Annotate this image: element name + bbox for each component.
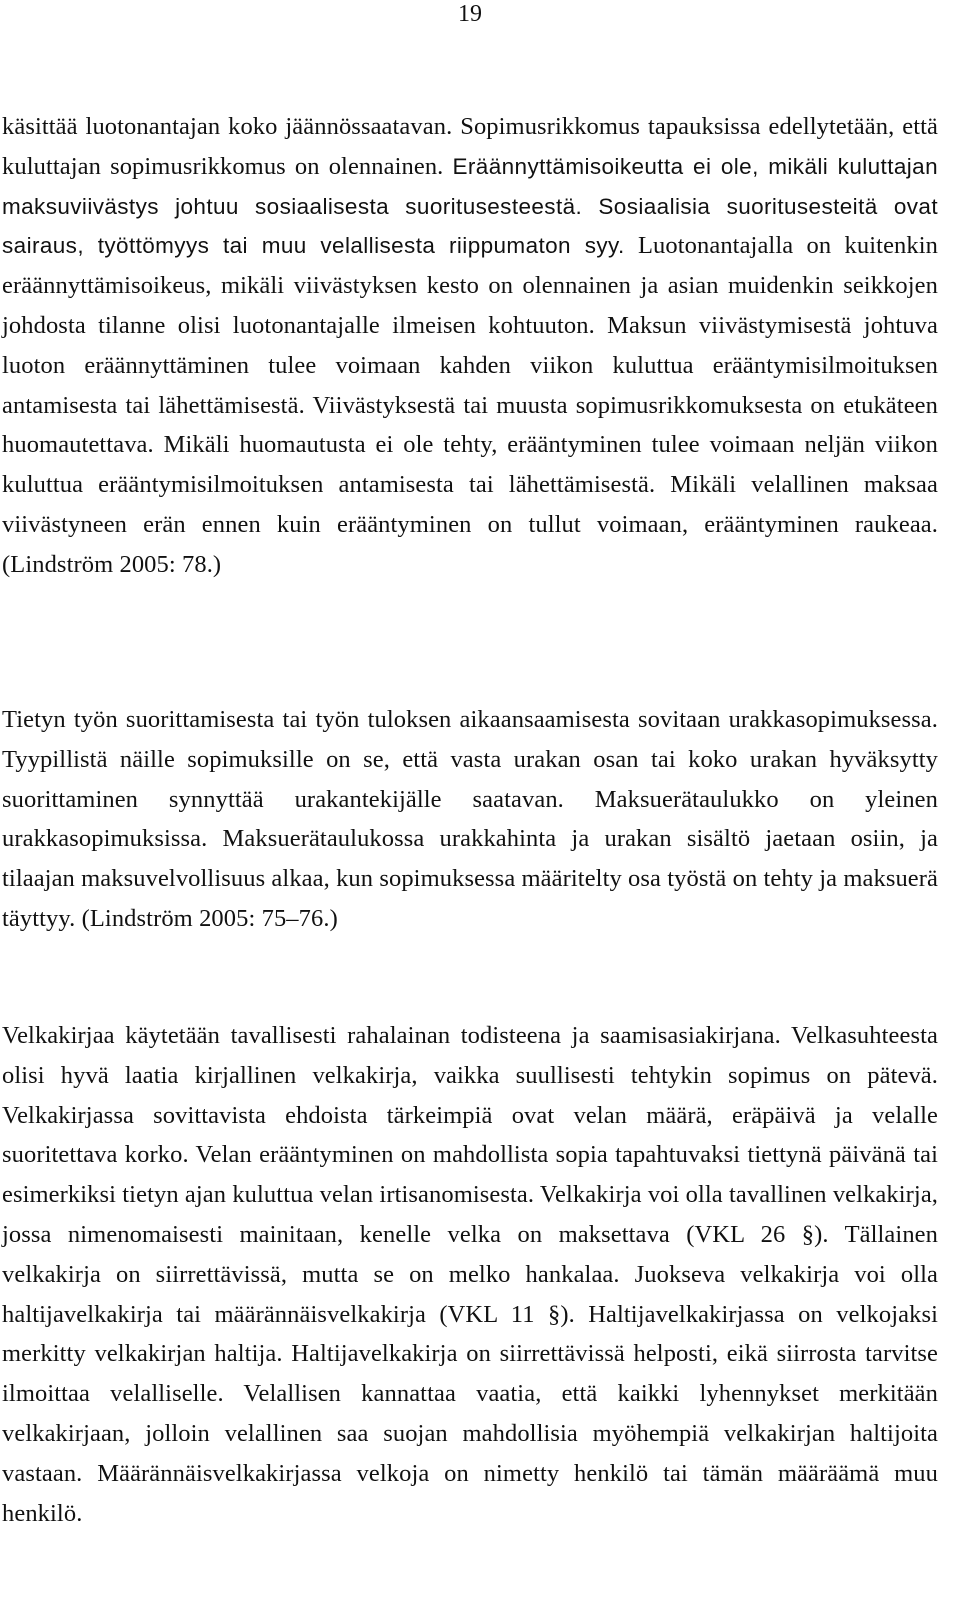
paragraph-segment-sans: Eräännyttämisoikeutta ei ole, mikäli kuluttajan maksuviivästys johtuu sosiaalisesta suoritusesteestä. Sosiaalisia suoritusesteitä ovat sairaus, työttömyys tai muu velallisesta riippumaton syy. (2, 153, 938, 259)
paragraph-segment: Luotonantajalla on kuitenkin eräännyttämisoikeus, mikäli viivästyksen kesto on olennainen ja asian muidenkin seikkojen johdosta tilanne olisi luotonantajalle ilmeisen kohtuuton. Maksun viivästymisestä johtuva luoton eräännyttäminen tulee voimaan kahden viikon kuluttua erääntymisilmoituksen antamisesta tai lähettämisestä. Viivästyksestä tai muusta sopimusrikkomuksesta on etukäteen huomautettava. Mikäli huomautusta ei ole tehty, erääntyminen tulee voimaan neljän viikon kuluttua erääntymisilmoituksen antamisesta tai lähettämisestä. Mikäli velallinen maksaa viivästyneen erän ennen kuin erääntyminen on tullut voimaan, erääntyminen raukeaa. (Lindström 2005: 78.) (2, 232, 938, 578)
paragraph-segment: käsittää luotonantajan koko jäännössaatavan. Sopimusrikkomus tapauksissa edellytetään, että kuluttajan sopimusrikkomus on olennainen. (2, 113, 938, 180)
paragraph-segment: Velkakirjaa käytetään tavallisesti rahalainan todisteena ja saamisasiakirjana. Velkasuhteesta olisi hyvä laatia kirjallinen velkakirja, vaikka suullisesti tehtykin sopimus on pätevä. Velkakirjassa sovittavista ehdoista tärkeimpiä ovat velan määrä, eräpäivä ja velalle suoritettava korko. Velan erääntyminen on mahdollista sopia tapahtuvaksi tiettynä päivänä tai esimerkiksi tietyn ajan kuluttua velan irtisanomisesta. Velkakirja voi olla tavallinen velkakirja, jossa nimenomaisesti mainitaan, kenelle velka on maksettava (VKL 26 §). Tällainen velkakirja on siirrettävissä, mutta se on melko hankalaa. Juokseva velkakirja voi olla haltijavelkakirja tai määrännäisvelkakirja (VKL 11 §). Haltijavelkakirjassa on velkojaksi merkitty velkakirjan haltija. Haltijavelkakirja on siirrettävissä helposti, eikä siirrosta tarvitse ilmoittaa velalliselle. Velallisen kannattaa vaatia, että kaikki lyhennykset merkitään velkakirjaan, jolloin velallinen saa suojan mahdollisia myöhempiä velkakirjan haltijoita vastaan. Määrännäisvelkakirjassa velkoja on nimetty henkilö tai tämän määräämä muu henkilö. (2, 1022, 939, 1527)
page-number: 19 (458, 1, 482, 27)
paragraph-consumer-credit-termination (2, 107, 938, 585)
paragraph-segment: Tietyn työn suorittamisesta tai työn tuloksen aikaansaamisesta sovitaan urakkasopimuksessa. Tyypillistä näille sopimuksille on se, että vasta urakan osan tai koko urakan hyväksytty suorittaminen synnyttää urakantekijälle saatavan. Maksuerätaulukko on yleinen urakkasopimuksissa. Maksuerätaulukossa urakkahinta ja urakan sisältö jaetaan osiin, ja tilaajan maksuvelvollisuus alkaa, kun sopimuksessa määritelty osa työstä on tehty ja maksuerä täyttyy. (Lindström 2005: 75–76.) (2, 706, 939, 932)
paragraph-contract-work (2, 700, 938, 939)
paragraph-promissory-note (2, 1016, 938, 1533)
